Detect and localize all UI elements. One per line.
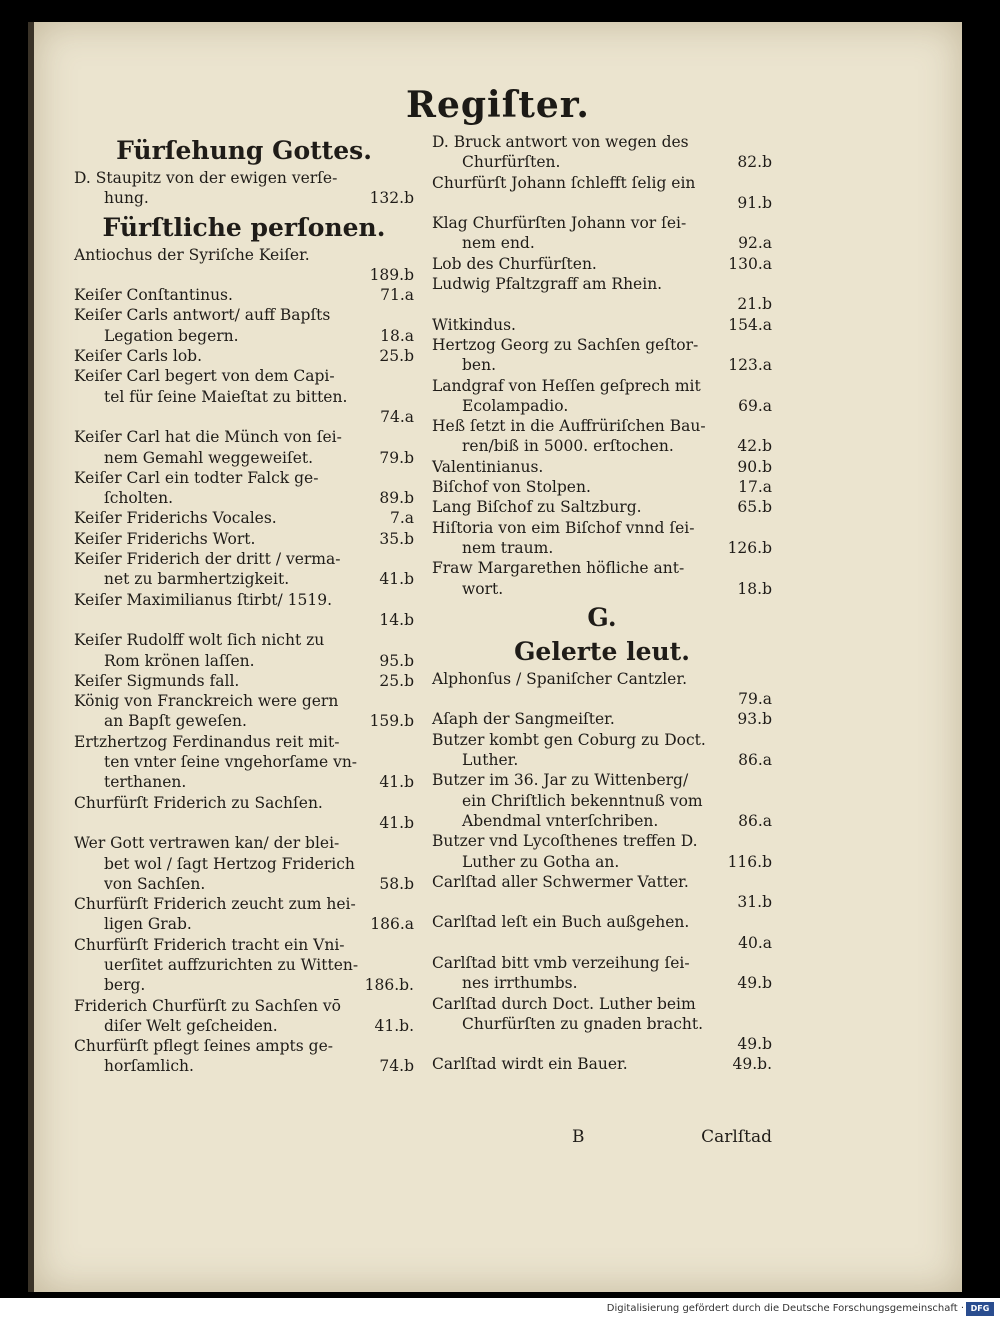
entry-text: Keiſer Carl hat die Münch von ſei‑: [74, 428, 342, 447]
entry-text: Keiſer Carls antwort/ auff Bapſts: [74, 306, 331, 325]
index-entry: [74, 168, 414, 188]
index-entry: [74, 955, 414, 975]
index-entry: [74, 590, 414, 610]
entry-text: Butzer vnd Lycoſthenes treffen D.: [432, 832, 698, 851]
index-entry: [432, 213, 772, 233]
index-entry: [432, 994, 772, 1014]
entry-page-ref: 89.b: [379, 489, 414, 508]
index-entry: [432, 416, 772, 436]
index-entry: [74, 346, 414, 366]
index-entry: [432, 457, 772, 477]
entry-text: Butzer kombt gen Coburg zu Doct.: [432, 730, 706, 749]
entry-text: Friderich Churfürſt zu Sachſen vō: [74, 996, 341, 1015]
entry-page-ref: 65.b: [737, 498, 772, 517]
index-entry: [432, 770, 772, 790]
index-column-left: [74, 132, 414, 1077]
entry-text: D. Staupitz von der ewigen verſe‑: [74, 169, 338, 187]
credit-bar: [0, 1298, 1000, 1320]
entry-page-ref: 86.a: [738, 811, 772, 830]
index-entry: [432, 173, 772, 193]
entry-text: ein Chriſtlich bekenntnuß vom: [462, 791, 703, 810]
index-entry: [74, 448, 414, 468]
index-entry: [432, 1014, 772, 1034]
catchword: Carlſtad: [701, 1127, 772, 1147]
entry-text: Ertzhertzog Ferdinandus reit mit‑: [74, 732, 340, 751]
entry-text: an Bapſt geweſen.: [104, 712, 247, 731]
entry-text: Churfürſten.: [462, 153, 561, 172]
index-entry: [432, 730, 772, 750]
entry-text: Keiſer Carl ein todter Falck ge‑: [74, 468, 319, 487]
entry-page-ref: 41.b: [379, 773, 414, 792]
index-entry: [74, 651, 414, 671]
entry-text: ben.: [462, 356, 497, 375]
index-entry: [432, 892, 772, 912]
index-entry: [432, 750, 772, 770]
entry-page-ref: 74.b: [379, 1057, 414, 1076]
entry-text: Lang Biſchof zu Saltzburg.: [432, 498, 642, 517]
index-entry: [432, 538, 772, 558]
entry-page-ref: 41.b: [379, 813, 414, 832]
entry-page-ref: 93.b: [737, 710, 772, 729]
entry-text: Keiſer Carls lob.: [74, 347, 203, 366]
index-entry: [432, 132, 772, 152]
entry-page-ref: 17.a: [738, 478, 772, 497]
index-entry: [74, 671, 414, 691]
entry-page-ref: 123.a: [728, 356, 772, 375]
index-entry: [74, 508, 414, 528]
index-entry: [432, 558, 772, 578]
index-entry: [432, 791, 772, 811]
index-entry: [74, 468, 414, 488]
index-entry: [74, 188, 414, 208]
index-entry: [432, 1034, 772, 1054]
page-title: Regiſter.: [406, 84, 590, 126]
index-entry: [74, 975, 414, 995]
entry-text: Keiſer Sigmunds fall.: [74, 671, 240, 690]
entry-text: Hiſtoria von eim Biſchof vnnd ſei‑: [432, 518, 695, 537]
entry-page-ref: 21.b: [737, 295, 772, 314]
entry-text: Abendmal vnterſchriben.: [462, 811, 659, 830]
entry-text: Klag Churfürſten Johann vor ſei‑: [432, 214, 687, 233]
entry-text: Heß ſetzt in die Auffrüriſchen Bau‑: [432, 417, 706, 436]
index-entry: [432, 933, 772, 953]
entry-text: uerſitet auffzurichten zu Witten‑: [104, 955, 359, 974]
entry-text: Carlſtad durch Doct. Luther beim: [432, 994, 696, 1013]
entry-page-ref: 86.a: [738, 751, 772, 770]
entry-text: Legation begern.: [104, 326, 239, 345]
index-entry: [74, 752, 414, 772]
entry-text: Lob des Churfürſten.: [432, 254, 597, 273]
entry-page-ref: 69.a: [738, 396, 772, 415]
index-entry: [74, 245, 414, 265]
entry-page-ref: 18.b: [737, 579, 772, 598]
entry-page-ref: 92.a: [738, 234, 772, 253]
entry-page-ref: 25.b: [379, 347, 414, 366]
index-entry: [74, 813, 414, 833]
entry-text: ſcholten.: [104, 489, 174, 508]
entry-page-ref: 18.a: [380, 326, 414, 345]
index-entry: [432, 396, 772, 416]
entry-text: Fraw Margarethen höfliche ant‑: [432, 559, 685, 578]
entry-text: Butzer im 36. Jar zu Wittenberg/: [432, 771, 689, 790]
entry-text: ligen Grab.: [104, 915, 192, 934]
entry-text: Churfürſt Friderich tracht ein Vni‑: [74, 935, 345, 954]
entry-page-ref: 79.b: [379, 448, 414, 467]
entry-page-ref: 25.b: [379, 671, 414, 690]
entry-text: Luther zu Gotha an.: [462, 852, 620, 871]
entry-text: nes irrthumbs.: [462, 974, 578, 993]
index-entry: [432, 973, 772, 993]
index-entry: [74, 894, 414, 914]
entry-text: Carlſtad bitt vmb verzeihung ſei‑: [432, 953, 690, 972]
index-entry: [74, 914, 414, 934]
section-heading: Fürſtliche perſonen.: [102, 212, 386, 242]
index-entry: [74, 427, 414, 447]
entry-page-ref: 49.b: [737, 1035, 772, 1054]
entry-text: Churfürſten zu gnaden bracht.: [462, 1014, 704, 1033]
index-entry: [432, 709, 772, 729]
index-entry: [432, 669, 772, 689]
entry-text: Keiſer Friderichs Wort.: [74, 529, 256, 548]
entry-text: Carlſtad leſt ein Buch außgehen.: [432, 913, 690, 932]
section-heading: Gelerte leut.: [514, 636, 690, 666]
entry-text: Keiſer Conſtantinus.: [74, 286, 233, 305]
index-entry: [74, 1016, 414, 1036]
entry-page-ref: 90.b: [737, 457, 772, 476]
entry-text: nem traum.: [462, 538, 554, 557]
entry-page-ref: 35.b: [379, 529, 414, 548]
dfg-logo: DFG: [966, 1302, 994, 1316]
index-entry: [432, 436, 772, 456]
scanned-page: [28, 22, 962, 1292]
entry-page-ref: 189.b: [369, 265, 414, 284]
entry-page-ref: 82.b: [737, 153, 772, 172]
entry-text: Antiochus der Syriſche Keiſer.: [74, 245, 310, 264]
index-entry: [74, 549, 414, 569]
index-entry: [74, 366, 414, 386]
entry-page-ref: 154.a: [728, 315, 772, 334]
index-entry: [432, 274, 772, 294]
entry-text: Valentinianus.: [432, 457, 544, 476]
entry-text: Keiſer Friderich der dritt / verma‑: [74, 550, 341, 569]
index-entry: [74, 711, 414, 731]
entry-page-ref: 186.a: [370, 915, 414, 934]
index-entry: [74, 732, 414, 752]
section-heading: Fürſehung Gottes.: [116, 136, 372, 165]
index-entry: [74, 285, 414, 305]
entry-text: Alphonſus / Spaniſcher Cantzler.: [432, 669, 687, 688]
entry-text: Keiſer Carl begert von dem Capi‑: [74, 367, 335, 386]
entry-text: Churfürſt Friderich zu Sachſen.: [74, 793, 323, 812]
index-entry: [432, 689, 772, 709]
index-entry: [74, 996, 414, 1016]
entry-text: Rom krönen laſſen.: [104, 651, 255, 670]
index-entry: [432, 254, 772, 274]
page-footer: [432, 1127, 772, 1147]
entry-page-ref: 71.a: [380, 286, 414, 305]
entry-text: tel für ſeine Maieſtat zu bitten.: [104, 387, 348, 406]
index-entry: [74, 387, 414, 407]
entry-text: Witkindus.: [432, 315, 516, 334]
index-entry: [432, 831, 772, 851]
entry-text: Aſaph der Sangmeiſter.: [432, 710, 615, 729]
entry-text: nem Gemahl weggeweiſet.: [104, 448, 314, 467]
index-entry: [432, 852, 772, 872]
entry-page-ref: 132.b: [369, 189, 414, 208]
entry-text: Ludwig Pfaltzgraff am Rhein.: [432, 275, 663, 294]
index-entry: [432, 233, 772, 253]
entry-text: Keiſer Maximilianus ſtirbt/ 1519.: [74, 590, 333, 609]
entry-page-ref: 40.a: [738, 933, 772, 952]
entry-text: Carlſtad wirdt ein Bauer.: [432, 1055, 628, 1074]
entry-text: Keiſer Rudolff wolt ſich nicht zu: [74, 631, 325, 650]
entry-text: nem end.: [462, 234, 535, 253]
index-entry: [432, 579, 772, 599]
entry-text: König von Franckreich were gern: [74, 692, 339, 711]
entry-page-ref: 186.b.: [364, 976, 414, 995]
index-entry: [432, 355, 772, 375]
index-entry: [74, 610, 414, 630]
index-entry: [74, 935, 414, 955]
entry-page-ref: 58.b: [379, 874, 414, 893]
index-entry: [74, 874, 414, 894]
entry-text: von Sachſen.: [104, 874, 206, 893]
entry-text: Churfürſt pflegt ſeines ampts ge‑: [74, 1037, 333, 1056]
entry-text: Luther.: [462, 751, 519, 770]
index-entry: [74, 1056, 414, 1076]
entry-text: Wer Gott vertrawen kan/ der blei‑: [74, 834, 340, 853]
index-entry: [432, 953, 772, 973]
entry-text: diſer Welt geſcheiden.: [104, 1016, 278, 1035]
index-column-right: [432, 132, 772, 1075]
index-entry: [432, 811, 772, 831]
entry-text: Ecolampadio.: [462, 396, 569, 415]
index-entry: [74, 529, 414, 549]
entry-text: D. Bruck antwort von wegen des: [432, 133, 689, 151]
entry-page-ref: 49.b: [737, 974, 772, 993]
entry-page-ref: 130.a: [728, 254, 772, 273]
index-entry: [74, 265, 414, 285]
entry-page-ref: 49.b.: [732, 1055, 772, 1074]
index-entry: [432, 294, 772, 314]
entry-page-ref: 42.b: [737, 437, 772, 456]
entry-page-ref: 79.a: [738, 690, 772, 709]
index-entry: [74, 569, 414, 589]
entry-text: terthanen.: [104, 773, 187, 792]
entry-text: hung.: [104, 189, 149, 208]
index-entry: [432, 872, 772, 892]
index-entry: [74, 305, 414, 325]
entry-text: ten vnter ſeine vngehorſame vn‑: [104, 753, 358, 772]
entry-text: Churfürſt Johann ſchlefft ſelig ein: [432, 173, 696, 192]
index-entry: [74, 488, 414, 508]
index-entry: [432, 152, 772, 172]
entry-text: ren/biß in 5000. erſtochen.: [462, 437, 674, 456]
section-heading: G.: [587, 602, 617, 632]
index-entry: [74, 691, 414, 711]
entry-text: Hertzog Georg zu Sachſen geſtor‑: [432, 335, 699, 354]
index-entry: [432, 193, 772, 213]
index-entry: [432, 477, 772, 497]
index-entry: [74, 630, 414, 650]
index-entry: [432, 518, 772, 538]
entry-text: bet wol / ſagt Hertzog Friderich: [104, 854, 355, 873]
entry-text: Keiſer Friderichs Vocales.: [74, 509, 277, 528]
entry-page-ref: 31.b: [737, 893, 772, 912]
index-entry: [432, 335, 772, 355]
entry-page-ref: 91.b: [737, 193, 772, 212]
index-entry: [432, 1054, 772, 1074]
entry-text: Churfürſt Friderich zeucht zum hei‑: [74, 895, 356, 914]
entry-text: net zu barmhertzigkeit.: [104, 570, 290, 589]
entry-page-ref: 159.b: [369, 712, 414, 731]
index-entry: [74, 1036, 414, 1056]
entry-page-ref: 116.b: [727, 852, 772, 871]
entry-page-ref: 126.b: [727, 538, 772, 557]
index-entry: [74, 326, 414, 346]
index-entry: [74, 793, 414, 813]
entry-page-ref: 7.a: [389, 509, 414, 528]
index-entry: [432, 912, 772, 932]
entry-text: Biſchof von Stolpen.: [432, 478, 591, 497]
entry-page-ref: 74.a: [380, 407, 414, 426]
index-entry: [74, 854, 414, 874]
index-entry: [74, 772, 414, 792]
entry-text: wort.: [462, 579, 504, 598]
entry-page-ref: 41.b.: [374, 1016, 414, 1035]
index-entry: [74, 833, 414, 853]
index-entry: [432, 497, 772, 517]
index-entry: [432, 376, 772, 396]
entry-page-ref: 95.b: [379, 651, 414, 670]
entry-text: berg.: [104, 976, 146, 995]
index-entry: [432, 315, 772, 335]
entry-text: horſamlich.: [104, 1057, 194, 1076]
signature-mark: B: [572, 1127, 585, 1147]
entry-text: Landgraf von Heſſen geſprech mit: [432, 376, 701, 395]
entry-page-ref: 14.b: [379, 610, 414, 629]
entry-text: Carlſtad aller Schwermer Vatter.: [432, 872, 689, 891]
credit-text: Digitalisierung gefördert durch die Deutsche Forschungsgemeinschaft ·: [606, 1303, 964, 1314]
entry-page-ref: 41.b: [379, 570, 414, 589]
index-entry: [74, 407, 414, 427]
